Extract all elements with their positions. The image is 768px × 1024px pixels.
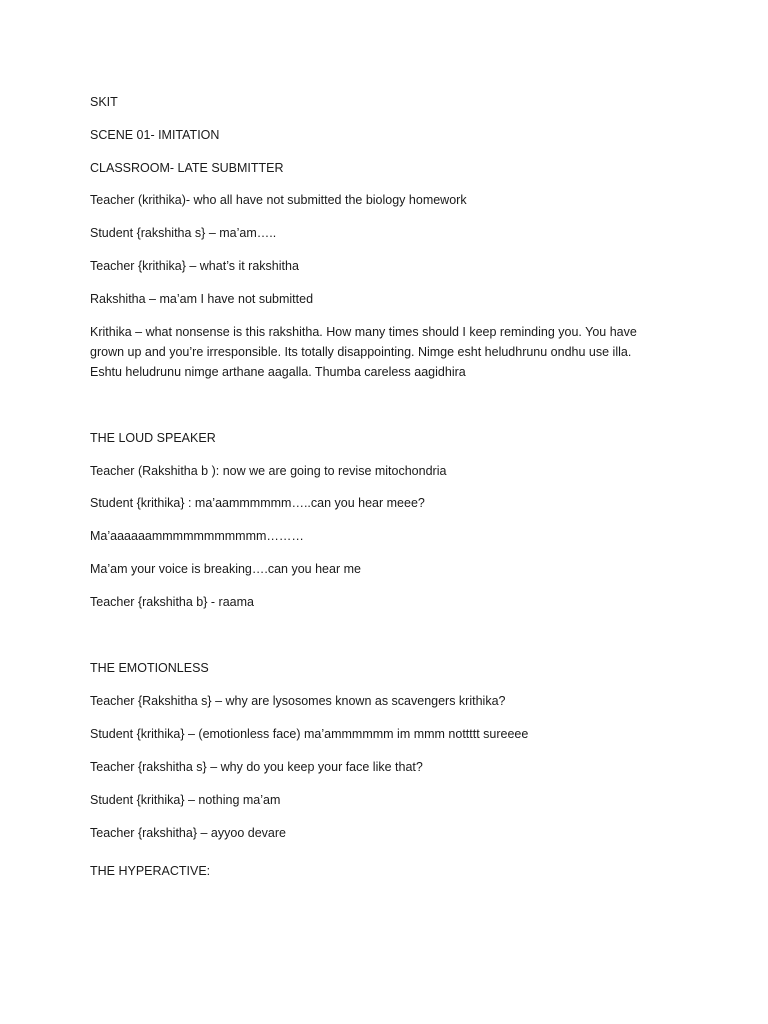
dialogue-line: Ma’am your voice is breaking….can you hear me xyxy=(90,562,361,576)
paragraph-line: grown up and you’re irresponsible. Its totally disappointing. Nimge esht heludhrunu ondhu use illa. xyxy=(90,345,632,359)
scene-heading: SCENE 01- IMITATION xyxy=(90,128,220,142)
dialogue-line: Teacher {Rakshitha s} – why are lysosomes known as scavengers krithika? xyxy=(90,694,506,708)
section-heading-late-submitter: CLASSROOM- LATE SUBMITTER xyxy=(90,161,284,175)
dialogue-line: Rakshitha – ma’am I have not submitted xyxy=(90,292,314,306)
dialogue-line: Teacher {rakshitha} – ayyoo devare xyxy=(90,826,286,840)
dialogue-line: Ma’aaaaaammmmmmmmmmm……… xyxy=(90,529,304,543)
section-heading-hyperactive: THE HYPERACTIVE: xyxy=(90,864,211,878)
doc-title: SKIT xyxy=(90,95,118,109)
paragraph-line: Krithika – what nonsense is this rakshitha. How many times should I keep reminding you. You have xyxy=(90,325,637,339)
section-heading-loud-speaker: THE LOUD SPEAKER xyxy=(90,431,216,445)
paragraph-line: Eshtu heludrunu nimge arthane aagalla. Thumba careless aagidhira xyxy=(90,365,466,379)
dialogue-line: Teacher (krithika)- who all have not submitted the biology homework xyxy=(90,193,467,207)
section-heading-emotionless: THE EMOTIONLESS xyxy=(90,661,209,675)
dialogue-line: Teacher {rakshitha b} - raama xyxy=(90,595,254,609)
dialogue-line: Teacher (Rakshitha b ): now we are going to revise mitochondria xyxy=(90,464,447,478)
dialogue-line: Student {krithika} – (emotionless face) ma’ammmmmm im mmm nottttt sureeee xyxy=(90,727,529,741)
dialogue-line: Teacher {rakshitha s} – why do you keep your face like that? xyxy=(90,760,423,774)
dialogue-paragraph xyxy=(90,322,680,382)
dialogue-line: Student {krithika} : ma’aammmmmm…..can you hear meee? xyxy=(90,496,425,510)
dialogue-line: Teacher {krithika} – what’s it rakshitha xyxy=(90,259,299,273)
dialogue-line: Student {rakshitha s} – ma’am….. xyxy=(90,226,277,240)
dialogue-line: Student {krithika} – nothing ma’am xyxy=(90,793,281,807)
